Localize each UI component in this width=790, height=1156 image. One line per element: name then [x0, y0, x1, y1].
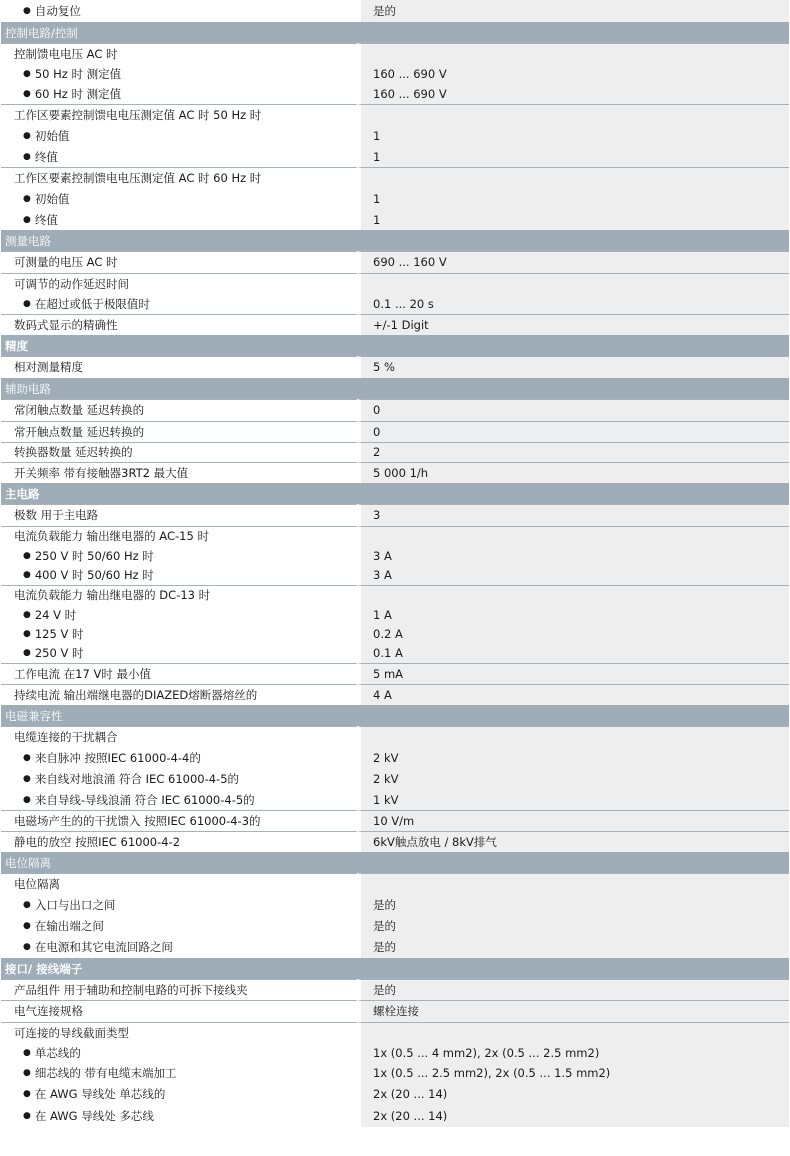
spec-label — [1, 625, 357, 644]
spec-value: 10 V/m — [357, 810, 789, 831]
spec-label — [1, 251, 357, 273]
spec-label-text: 在 AWG 导线处 单芯线的 — [34, 1087, 166, 1101]
bullet-icon: ● — [23, 942, 31, 952]
spec-label — [1, 442, 357, 462]
bullet-icon: ● — [23, 194, 31, 204]
spec-value: 3 A — [357, 546, 789, 566]
spec-label-text: 24 V 时 — [34, 607, 77, 622]
spec-row — [1, 64, 789, 84]
spec-label — [1, 1084, 357, 1105]
spec-value: 5 000 1/h — [357, 462, 789, 483]
spec-label-text: 工作区要素控制馈电电压测定值 AC 时 50 Hz 时 — [14, 108, 262, 122]
spec-label-text: 数码式显示的精确性 — [14, 317, 118, 332]
spec-label-text: 在超过或低于极限值时 — [34, 296, 150, 311]
spec-label-text: 250 V 时 50/60 Hz 时 — [34, 548, 154, 563]
bullet-icon: ● — [23, 550, 31, 561]
spec-value: 2 kV — [357, 769, 789, 790]
section-header: 精度 — [1, 335, 789, 356]
spec-label — [1, 644, 357, 663]
spec-value: 1 — [357, 189, 789, 210]
spec-label — [1, 1022, 357, 1043]
spec-row — [1, 605, 789, 625]
spec-label — [1, 663, 357, 684]
spec-label — [1, 831, 357, 852]
spec-label-text: 产品组件 用于辅助和控制电路的可拆下接线夹 — [14, 982, 248, 997]
spec-label — [1, 399, 357, 421]
spec-value: 是的 — [357, 894, 789, 916]
section-header: 接口/ 接线端子 — [1, 958, 789, 979]
spec-label-text: 转换器数量 延迟转换的 — [14, 445, 133, 459]
spec-label-text: 400 V 时 50/60 Hz 时 — [34, 568, 154, 582]
bullet-icon: ● — [23, 794, 31, 805]
spec-label — [1, 605, 357, 625]
section-header: 测量电路 — [1, 230, 789, 251]
spec-row — [1, 625, 789, 644]
spec-value — [357, 726, 789, 747]
bullet-icon: ● — [23, 921, 31, 931]
spec-label — [1, 43, 357, 64]
spec-row — [1, 831, 789, 852]
spec-row — [1, 790, 789, 810]
spec-row — [1, 104, 789, 126]
spec-row — [1, 462, 789, 483]
spec-value: 690 ... 160 V — [357, 251, 789, 273]
spec-row — [1, 726, 789, 747]
spec-label-text: 在电源和其它电流回路之间 — [34, 940, 173, 954]
spec-row — [1, 1000, 789, 1022]
spec-label — [1, 894, 357, 916]
spec-row — [1, 43, 789, 64]
spec-row — [1, 189, 789, 210]
spec-label — [1, 147, 357, 167]
spec-label — [1, 314, 357, 335]
spec-label — [1, 504, 357, 526]
spec-value: 2 — [357, 442, 789, 462]
spec-row — [1, 314, 789, 335]
spec-row — [1, 210, 789, 230]
spec-row — [1, 566, 789, 585]
bullet-icon: ● — [23, 648, 31, 658]
spec-label — [1, 84, 357, 104]
spec-label — [1, 810, 357, 831]
spec-row — [1, 273, 789, 294]
spec-row — [1, 526, 789, 546]
section-header: 控制电路/控制 — [1, 22, 789, 43]
spec-row — [1, 810, 789, 831]
spec-row — [1, 1084, 789, 1105]
spec-row — [1, 1043, 789, 1063]
spec-value: 5 mA — [357, 663, 789, 684]
spec-row — [1, 644, 789, 663]
spec-label — [1, 294, 357, 314]
spec-row — [1, 84, 789, 104]
spec-row — [1, 1022, 789, 1043]
spec-row — [1, 126, 789, 147]
spec-row — [1, 747, 789, 769]
bullet-icon: ● — [23, 774, 31, 784]
spec-label — [1, 873, 357, 894]
spec-label — [1, 526, 357, 546]
spec-label — [1, 126, 357, 147]
spec-row — [1, 873, 789, 894]
spec-label-text: 终值 — [34, 212, 58, 227]
spec-value: 3 — [357, 504, 789, 526]
bullet-icon: ● — [23, 1089, 31, 1099]
spec-label-text: 在 AWG 导线处 多芯线 — [34, 1108, 154, 1123]
spec-row — [1, 894, 789, 916]
spec-label — [1, 1043, 357, 1063]
spec-label-text: 可连接的导线截面类型 — [14, 1025, 129, 1040]
spec-value — [357, 104, 789, 126]
spec-label — [1, 167, 357, 189]
spec-label-text: 常开触点数量 延迟转换的 — [14, 424, 145, 439]
spec-value: 160 ... 690 V — [357, 84, 789, 104]
spec-label — [1, 421, 357, 442]
spec-value: 是的 — [357, 0, 789, 22]
spec-label-text: 60 Hz 时 测定值 — [34, 86, 122, 101]
spec-label-text: 入口与出口之间 — [34, 897, 116, 912]
spec-label-text: 50 Hz 时 测定值 — [34, 66, 122, 81]
spec-row — [1, 1063, 789, 1084]
spec-label — [1, 1000, 357, 1022]
spec-label-text: 控制馈电电压 AC 时 — [14, 46, 118, 61]
bullet-icon: ● — [23, 298, 31, 309]
spec-table — [1, 0, 789, 1127]
spec-value — [357, 1022, 789, 1043]
bullet-icon: ● — [23, 629, 31, 639]
spec-label — [1, 273, 357, 294]
spec-value: 6kV触点放电 / 8kV排气 — [357, 831, 789, 852]
spec-value: 1 — [357, 147, 789, 167]
spec-label — [1, 726, 357, 747]
spec-label — [1, 566, 357, 585]
section-header: 电位隔离 — [1, 852, 789, 873]
spec-row — [1, 1105, 789, 1127]
bullet-icon: ● — [23, 1110, 31, 1121]
spec-row — [1, 546, 789, 566]
spec-label-text: 工作区要素控制馈电电压测定值 AC 时 60 Hz 时 — [14, 171, 262, 185]
spec-label-text: 电磁场产生的的干扰馈入 按照IEC 61000-4-3的 — [14, 813, 261, 828]
spec-row — [1, 294, 789, 314]
spec-value — [357, 526, 789, 546]
bullet-icon: ● — [23, 752, 31, 763]
bullet-icon: ● — [23, 88, 31, 99]
spec-label — [1, 1063, 357, 1084]
spec-label-text: 来自脉冲 按照IEC 61000-4-4的 — [34, 750, 201, 765]
spec-label-text: 来自线对地浪涌 符合 IEC 61000-4-5的 — [34, 772, 240, 786]
spec-value — [357, 585, 789, 605]
bullet-icon: ● — [23, 1047, 31, 1058]
spec-label-text: 电流负载能力 输出继电器的 DC-13 时 — [14, 588, 211, 602]
spec-label — [1, 1105, 357, 1127]
spec-value: 0.2 A — [357, 625, 789, 644]
spec-value: 螺栓连接 — [357, 1000, 789, 1022]
spec-value: 1 — [357, 126, 789, 147]
bullet-icon: ● — [23, 68, 31, 79]
spec-value: 1 — [357, 210, 789, 230]
spec-value: 1x (0.5 ... 2.5 mm2), 2x (0.5 ... 1.5 mm2) — [357, 1063, 789, 1084]
spec-row — [1, 937, 789, 958]
spec-label-text: 终值 — [34, 149, 58, 164]
spec-label-text: 电流负载能力 输出继电器的 AC-15 时 — [14, 529, 209, 543]
spec-value: 0 — [357, 421, 789, 442]
spec-label-text: 来自导线-导线浪涌 符合 IEC 61000-4-5的 — [34, 792, 255, 807]
spec-label-text: 开关频率 带有接触器3RT2 最大值 — [14, 465, 189, 480]
spec-value: 是的 — [357, 937, 789, 958]
spec-value — [357, 873, 789, 894]
bullet-icon: ● — [23, 151, 31, 162]
spec-row — [1, 504, 789, 526]
spec-row — [1, 769, 789, 790]
spec-row — [1, 147, 789, 167]
spec-row — [1, 585, 789, 605]
spec-label — [1, 790, 357, 810]
spec-label — [1, 585, 357, 605]
spec-label-text: 常闭触点数量 延迟转换的 — [14, 403, 145, 417]
spec-label-text: 自动复位 — [34, 3, 81, 18]
spec-value: 是的 — [357, 979, 789, 1000]
spec-label-text: 相对测量精度 — [14, 360, 83, 374]
spec-label — [1, 462, 357, 483]
bullet-icon: ● — [23, 131, 31, 141]
spec-value: 0.1 ... 20 s — [357, 294, 789, 314]
spec-label-text: 初始值 — [34, 129, 70, 143]
spec-row — [1, 0, 789, 22]
spec-label — [1, 104, 357, 126]
spec-label — [1, 937, 357, 958]
section-header: 辅助电路 — [1, 378, 789, 399]
bullet-icon: ● — [23, 899, 31, 910]
spec-label — [1, 0, 357, 22]
spec-label-text: 细芯线的 带有电缆末端加工 — [34, 1066, 177, 1080]
section-header: 电磁兼容性 — [1, 705, 789, 726]
spec-value — [357, 273, 789, 294]
spec-row — [1, 251, 789, 273]
spec-value: 1x (0.5 ... 4 mm2), 2x (0.5 ... 2.5 mm2) — [357, 1043, 789, 1063]
spec-value: 2x (20 ... 14) — [357, 1084, 789, 1105]
spec-value: 1 A — [357, 605, 789, 625]
spec-label-text: 125 V 时 — [34, 627, 84, 641]
bullet-icon: ● — [23, 609, 31, 620]
spec-row — [1, 399, 789, 421]
spec-label — [1, 356, 357, 378]
spec-label — [1, 189, 357, 210]
spec-row — [1, 979, 789, 1000]
spec-value: 是的 — [357, 916, 789, 937]
spec-label-text: 可调节的动作延迟时间 — [14, 276, 129, 291]
spec-value: 0.1 A — [357, 644, 789, 663]
spec-label — [1, 769, 357, 790]
section-header: 主电路 — [1, 483, 789, 504]
spec-row — [1, 663, 789, 684]
spec-label-text: 在输出端之间 — [34, 919, 104, 933]
spec-label-text: 可测量的电压 AC 时 — [14, 255, 118, 269]
bullet-icon: ● — [23, 214, 31, 225]
spec-label — [1, 684, 357, 705]
spec-row — [1, 421, 789, 442]
spec-label-text: 电位隔离 — [14, 876, 60, 891]
spec-label — [1, 64, 357, 84]
spec-value: 160 ... 690 V — [357, 64, 789, 84]
spec-label — [1, 747, 357, 769]
spec-row — [1, 356, 789, 378]
spec-label-text: 电气连接规格 — [14, 1004, 83, 1018]
spec-value: 1 kV — [357, 790, 789, 810]
spec-value: 5 % — [357, 356, 789, 378]
spec-value: 3 A — [357, 566, 789, 585]
spec-value — [357, 167, 789, 189]
spec-value: 2 kV — [357, 747, 789, 769]
spec-label-text: 工作电流 在17 V时 最小值 — [14, 666, 151, 681]
spec-label — [1, 979, 357, 1000]
spec-value: 2x (20 ... 14) — [357, 1105, 789, 1127]
spec-label — [1, 546, 357, 566]
spec-row — [1, 167, 789, 189]
spec-row — [1, 916, 789, 937]
spec-label-text: 极数 用于主电路 — [14, 508, 99, 522]
spec-value: 4 A — [357, 684, 789, 705]
spec-value: +/-1 Digit — [357, 314, 789, 335]
spec-label — [1, 210, 357, 230]
spec-label-text: 单芯线的 — [34, 1045, 81, 1060]
spec-label-text: 初始值 — [34, 192, 70, 206]
spec-row — [1, 442, 789, 462]
spec-label-text: 持续电流 输出端继电器的DIAZED熔断器熔丝的 — [14, 687, 258, 702]
spec-label-text: 250 V 时 — [34, 646, 84, 660]
spec-value — [357, 43, 789, 64]
spec-label-text: 静电的放空 按照IEC 61000-4-2 — [14, 834, 181, 849]
spec-row — [1, 684, 789, 705]
bullet-icon: ● — [23, 570, 31, 580]
spec-value: 0 — [357, 399, 789, 421]
bullet-icon: ● — [23, 1068, 31, 1078]
spec-label-text: 电缆连接的干扰耦合 — [14, 729, 118, 744]
spec-label — [1, 916, 357, 937]
bullet-icon: ● — [23, 5, 31, 16]
